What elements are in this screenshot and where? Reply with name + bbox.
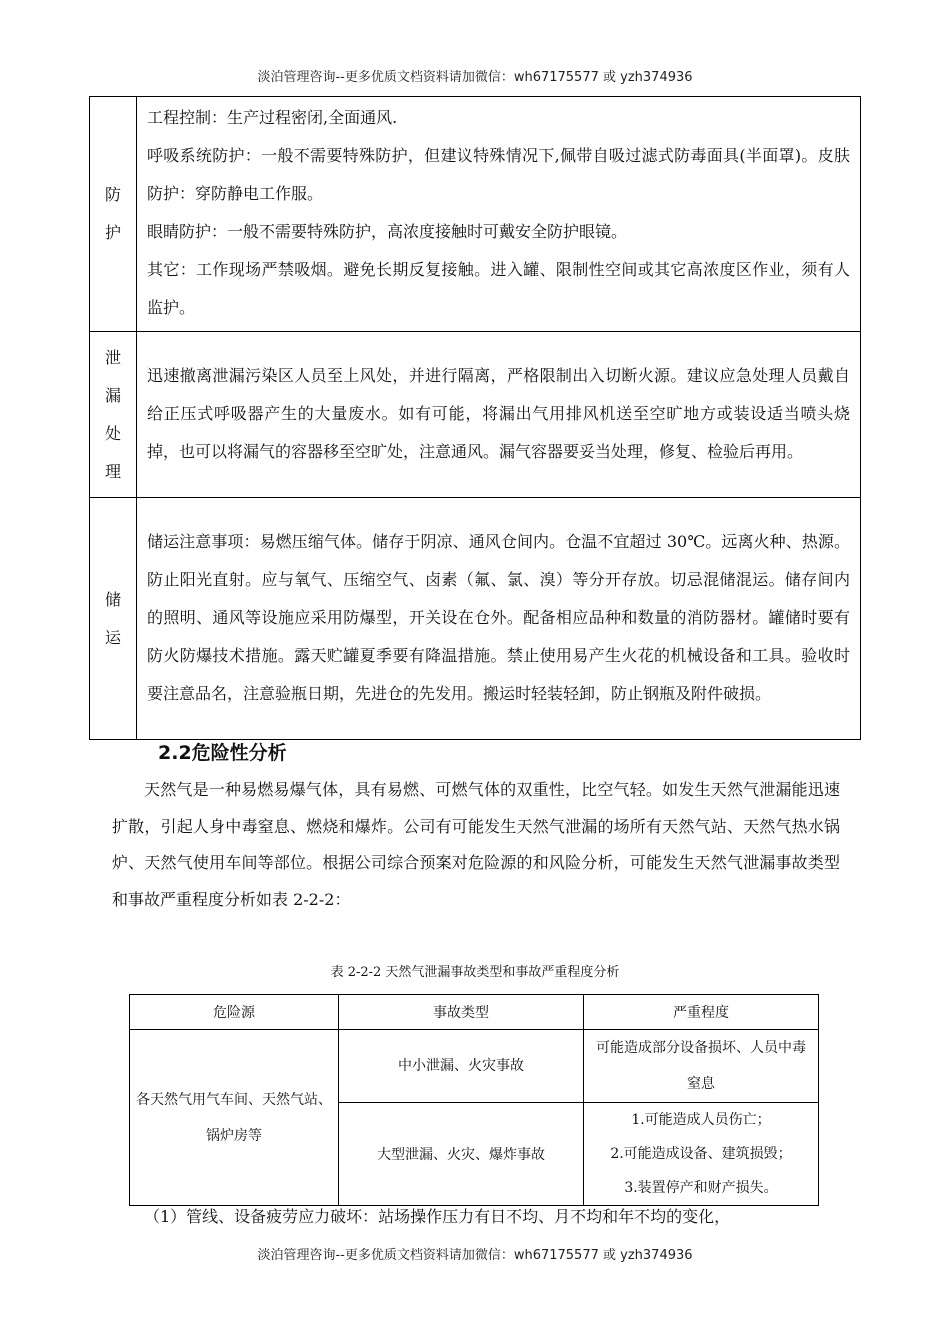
other-protection: 其它：工作现场严禁吸烟。避免长期反复接触。进入罐、限制性空间或其它高浓度区作业，须有人监护。 <box>147 260 850 317</box>
safety-info-table <box>89 96 861 740</box>
page-footer: 淡泊管理咨询--更多优质文档资料请加微信：wh67175577 或 yzh374936 <box>257 1248 693 1263</box>
protection-content <box>137 97 861 332</box>
body-paragraph: 天然气是一种易燃易爆气体，具有易燃、可燃气体的双重性，比空气轻。如发生天然气泄漏能迅速扩散，引起人身中毒窒息、燃烧和爆炸。公司有可能发生天然气泄漏的场所有天然气站、天然气热水锅炉、天然气使用车间等部位。根据公司综合预案对危险源的和风险分析，可能发生天然气泄漏事故类型和事故严重程度分析如表 2-2-2： <box>112 780 840 909</box>
table-caption: 表 2-2-2 天然气泄漏事故类型和事故严重程度分析 <box>330 965 620 980</box>
leak-row <box>90 332 861 498</box>
respiratory-protection: 呼吸系统防护：一般不需要特殊防护，但建议特殊情况下,佩带自吸过滤式防毒面具(半面罩)。皮肤防护：穿防静电工作服。 <box>147 146 850 203</box>
risk-table-header <box>130 995 819 1030</box>
protection-row <box>90 97 861 332</box>
continuation-paragraph: （1）管线、设备疲劳应力破坏：站场操作压力有日不均、月不均和年不均的变化， <box>144 1207 731 1226</box>
engineering-control: 工程控制：生产过程密闭,全面通风. <box>147 108 398 127</box>
header-severity: 严重程度 <box>584 995 819 1030</box>
header-hazard-source: 危险源 <box>130 995 339 1030</box>
protection-label: 防 护 <box>90 97 137 332</box>
leak-label: 泄 漏 处 理 <box>90 332 137 498</box>
severity-cell: 可能造成部分设备损坏、人员中毒窒息 <box>584 1030 819 1103</box>
table-row <box>130 1030 819 1103</box>
storage-row <box>90 498 861 740</box>
accident-type-cell: 中小泄漏、火灾事故 <box>339 1030 584 1103</box>
leak-content: 迅速撤离泄漏污染区人员至上风处，并进行隔离，严格限制出入切断火源。建议应急处理人员戴自给正压式呼吸器产生的大量废水。如有可能，将漏出气用排风机送至空旷地方或装设适当喷头烧掉，也可以将漏气的容器移至空旷处，注意通风。漏气容器要妥当处理，修复、检验后再用。 <box>137 332 861 498</box>
section-title: 2.2危险性分析 <box>158 742 287 764</box>
hazard-source-cell: 各天然气用气车间、天然气站、锅炉房等 <box>130 1030 339 1206</box>
storage-label: 储 运 <box>90 498 137 740</box>
eye-protection: 眼睛防护：一般不需要特殊防护，高浓度接触时可戴安全防护眼镜。 <box>147 222 628 241</box>
risk-table <box>129 994 819 1206</box>
accident-type-cell: 大型泄漏、火灾、爆炸事故 <box>339 1103 584 1206</box>
header-accident-type: 事故类型 <box>339 995 584 1030</box>
page-header: 淡泊管理咨询--更多优质文档资料请加微信：wh67175577 或 yzh374936 <box>257 70 693 85</box>
severity-cell: 1.可能造成人员伤亡； 2.可能造成设备、建筑损毁； 3.装置停产和财产损失。 <box>584 1103 819 1206</box>
storage-content: 储运注意事项：易燃压缩气体。储存于阴凉、通风仓间内。仓温不宜超过 30℃。远离火种、热源。防止阳光直射。应与氧气、压缩空气、卤素（氟、氯、溴）等分开存放。切忌混储混运。储存间内的照明、通风等设施应采用防爆型，开关设在仓外。配备相应品种和数量的消防器材。罐储时要有防火防爆技术措施。露天贮罐夏季要有降温措施。禁止使用易产生火花的机械设备和工具。验收时要注意品名，注意验瓶日期，先进仓的先发用。搬运时轻装轻卸，防止钢瓶及附件破损。 <box>137 498 861 740</box>
